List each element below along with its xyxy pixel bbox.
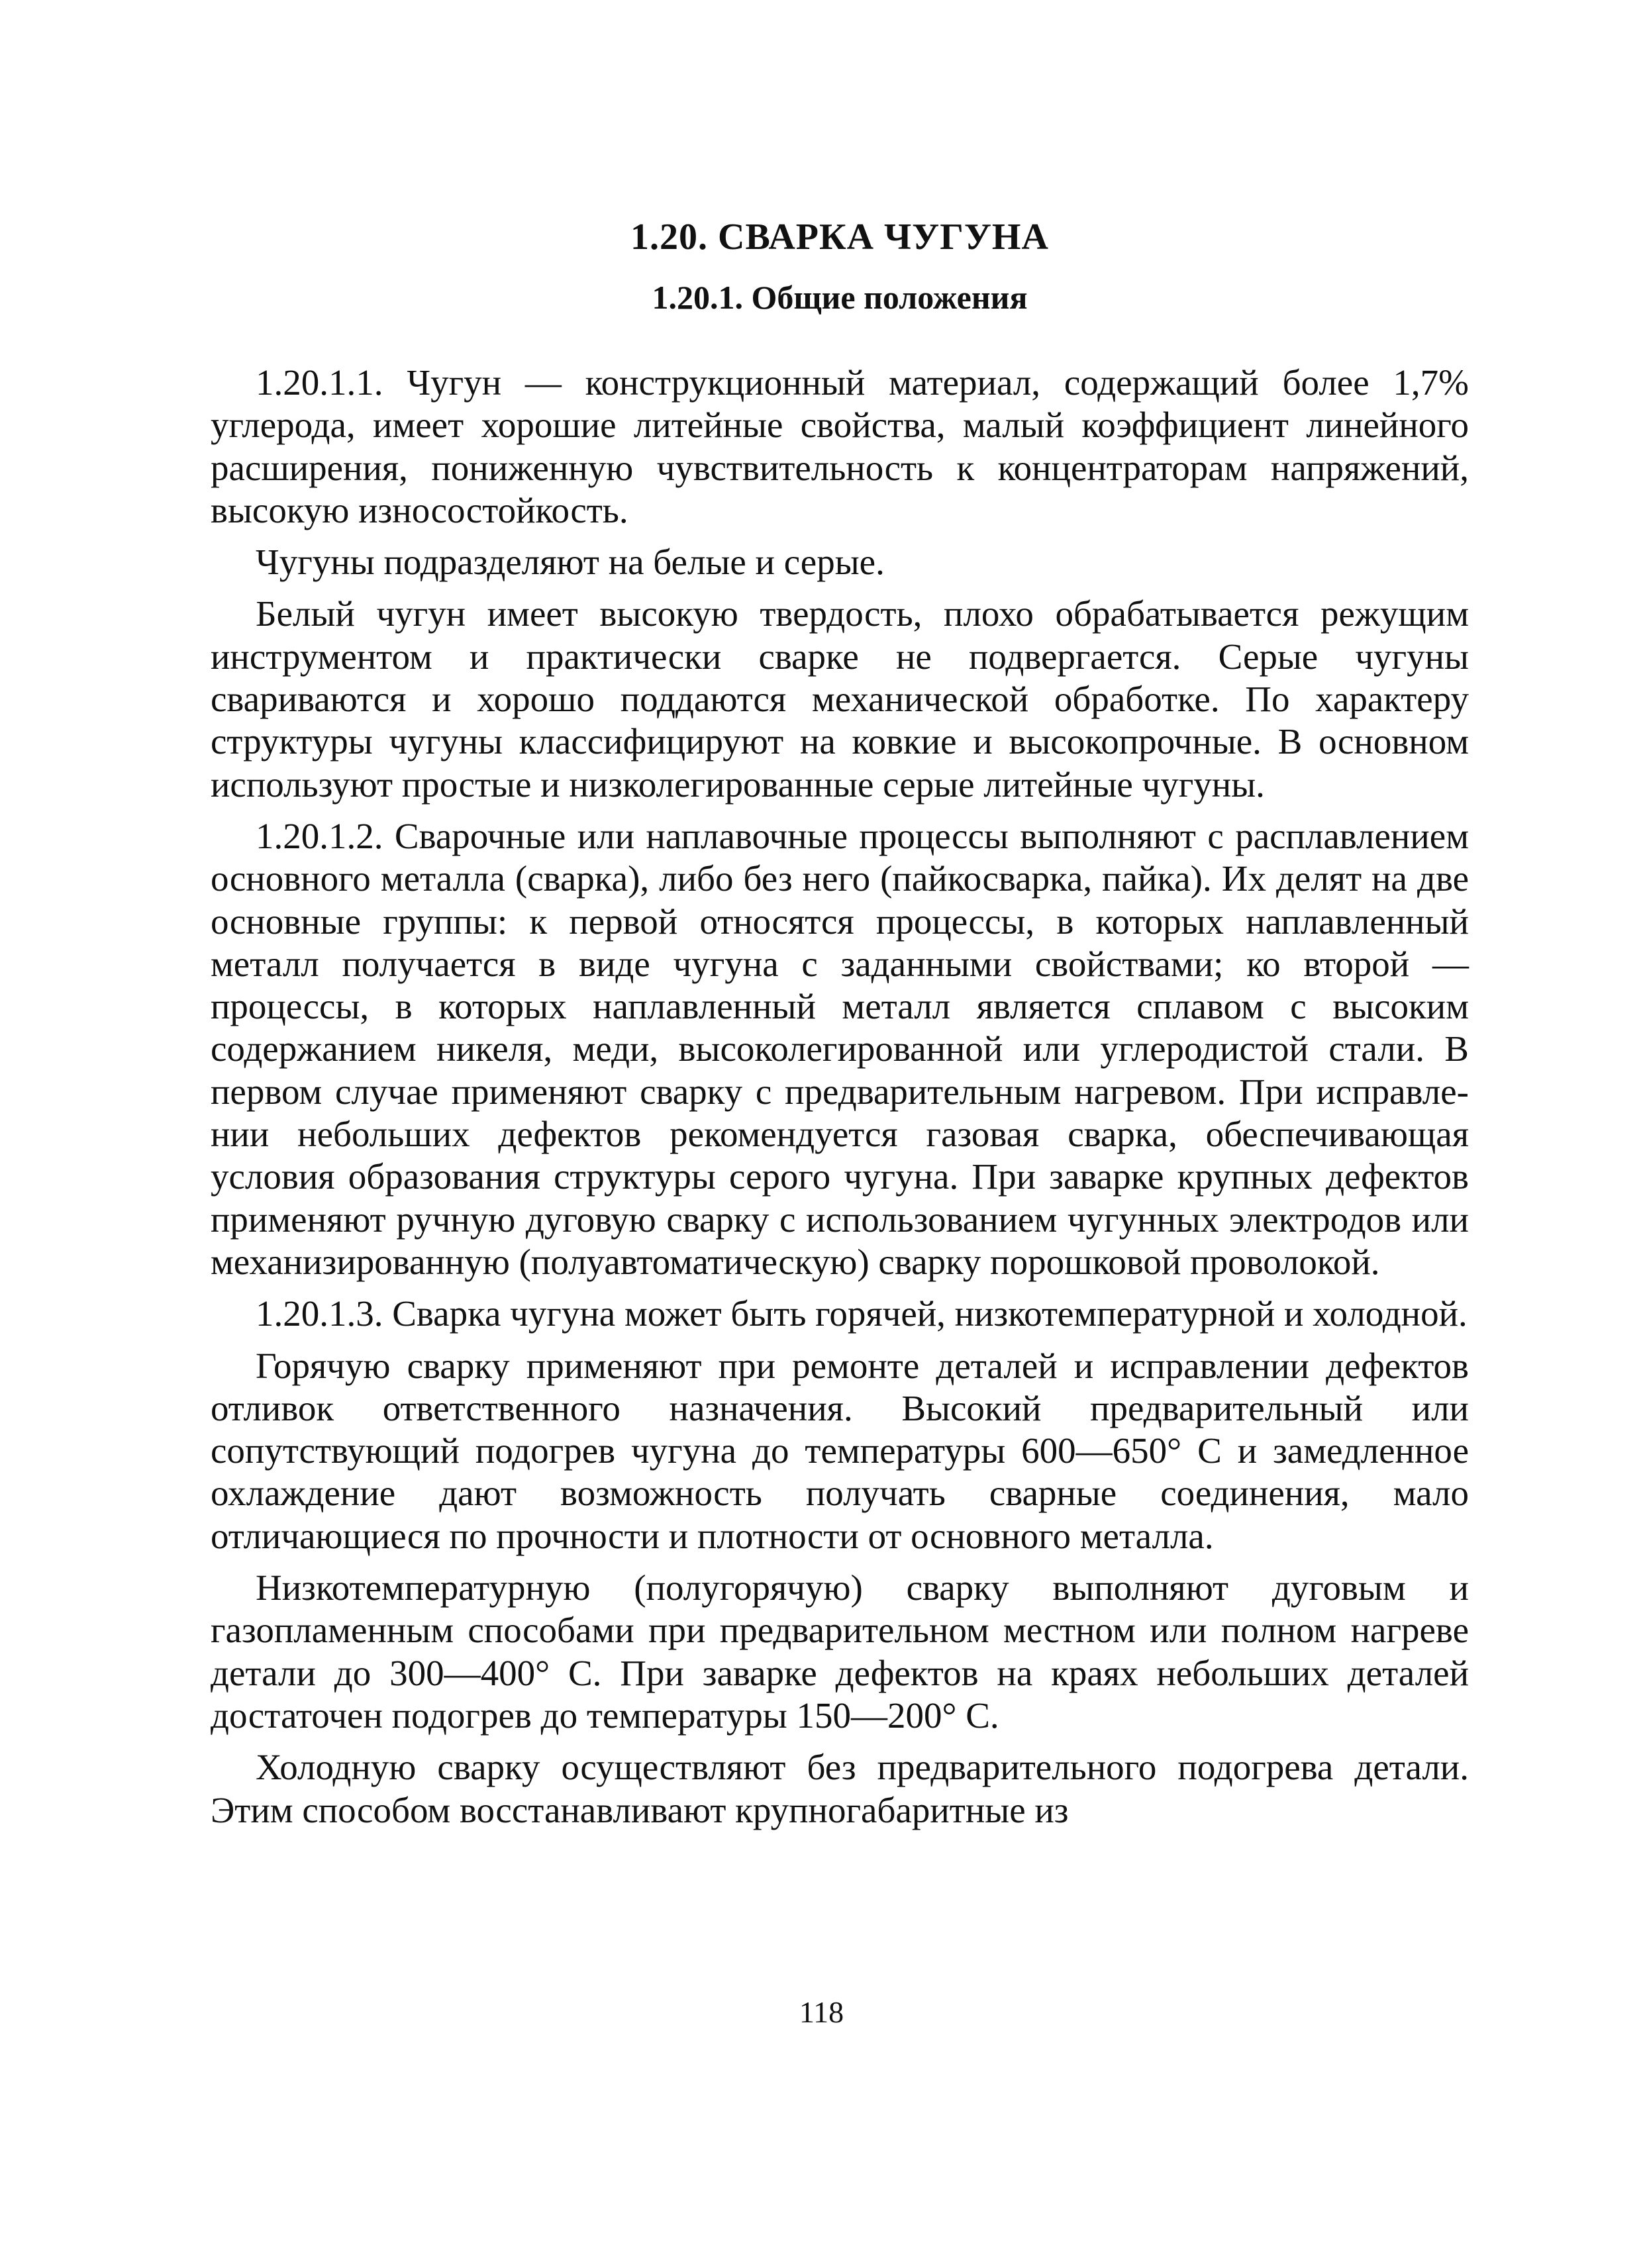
paragraph-hot-welding: Горячую сварку применяют при ремонте деталей и исправлении дефектов отливок ответственного назначения. Высокий предварительный или сопутствующий подогрев чугуна до температуры 600—650° С и замедленное охлаждение дают возможность получать сварные соединения, мало отличающиеся по прочности и плотности от основного металла. <box>211 1345 1469 1556</box>
paragraph-white-grey-iron: Белый чугун имеет высокую твердость, плохо обрабатывается режущим инструментом и практически сварке не подвергается. Серые чугуны свариваются и хорошо поддаются механической обработке. По характеру структуры чугуны классифицируют на ковкие и высокопрочные. В основном используют простые и низколегированные серые литейные чугуны. <box>211 593 1469 805</box>
page-number: 118 <box>799 1995 844 2029</box>
paragraph-welding-processes: 1.20.1.2. Сварочные или наплавочные процессы выполняют с расплавлением основного металла (сварка), либо без него (пайкосварка, пайка). Их делят на две основные группы: к первой относятся процессы, в которых наплавленный металл получается в виде чугуна с заданными свойствами; ко второй — процессы, в которых наплавленный металл является сплавом с высоким содержанием никеля, меди, высоколегированной или углеродистой стали. В первом случае применяют сварку с предварительным нагревом. При исправлении небольших дефектов рекомендуется газовая сварка, обеспечивающая условия образования структуры серого чугуна. При заварке крупных дефектов применяют ручную дуговую сварку с использованием чугунных электродов или механизированную (полуавтоматическую) сварку порошковой проволокой. <box>211 815 1469 1282</box>
section-title: 1.20. СВАРКА ЧУГУНА <box>630 217 1049 258</box>
subsection-title: 1.20.1. Общие положения <box>652 279 1028 316</box>
paragraph-welding-kinds: 1.20.1.3. Сварка чугуна может быть горячей, низкотемпературной и холодной. <box>256 1293 1468 1334</box>
document-page <box>211 219 1469 1841</box>
paragraph-cold-welding: Холодную сварку осуществляют без предварительного подогрева детали. Этим способом восстанавливают крупногабаритные из <box>211 1747 1469 1830</box>
paragraph-cast-iron-types: Чугуны подразделяют на белые и серые. <box>256 542 885 583</box>
paragraph-cast-iron-definition: 1.20.1.1. Чугун — конструкционный материал, содержащий более 1,7% углерода, имеет хорошие литейные свойства, малый коэффициент линейного расширения, пониженную чувствительность к концентраторам напряжений, высокую износостойкость. <box>211 362 1469 530</box>
paragraph-low-temperature-welding: Низкотемпературную (полугорячую) сварку выполняют дуговым и газопламенным способами при предварительном местном или полном нагреве детали до 300—400° С. При заварке дефектов на краях небольших деталей достаточен подогрев до температуры 150—200° С. <box>211 1567 1469 1736</box>
